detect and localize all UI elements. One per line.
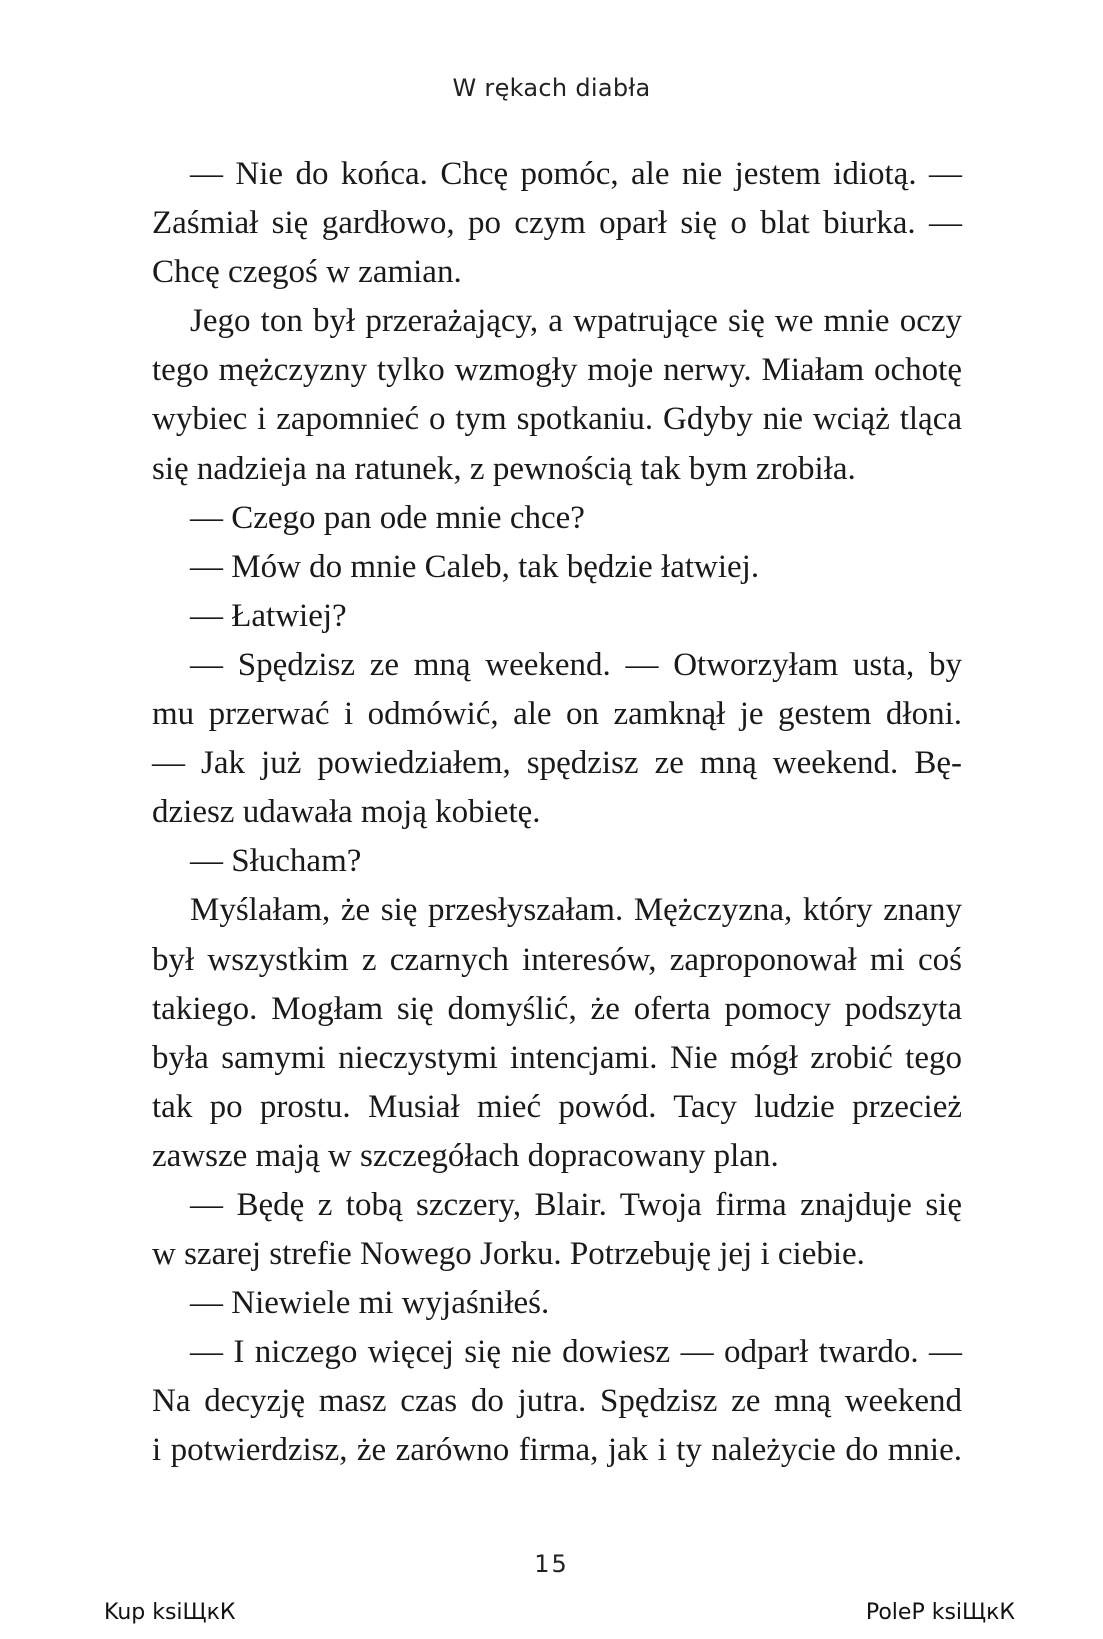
text-line: — Łatwiej? [190, 597, 347, 634]
text-line: Myślałam, że się przesłyszałam. Mężczyzna, który znany [190, 892, 962, 929]
text-line: mu przerwać i odmówić, ale on zamknął je gestem dłoni. [152, 696, 962, 733]
recommend-book-link[interactable]: PoleР ksiЩкК [865, 1600, 1015, 1625]
paragraph [152, 1328, 962, 1475]
text-line: w szarej strefie Nowego Jorku. Potrzebuję jej i ciebie. [152, 1236, 865, 1273]
text-line: Zaśmiał się gardłowo, po czym oparł się o blat biurka. — [152, 205, 962, 242]
paragraph [152, 1279, 962, 1328]
running-title: W rękach diabła [452, 74, 651, 102]
text-line: Chcę czegoś w zamian. [152, 254, 462, 291]
paragraph [152, 641, 962, 837]
paragraph [152, 297, 962, 493]
text-line: — Jak już powiedziałem, spędzisz ze mną weekend. Bę- [152, 745, 962, 782]
page-number: 15 [534, 1550, 569, 1578]
paragraph [152, 494, 962, 543]
paragraph [152, 592, 962, 641]
text-line: — Nie do końca. Chcę pomóc, ale nie jestem idiotą. — [190, 156, 962, 192]
text-line: — Spędzisz ze mną weekend. — Otworzyłam usta, by [190, 646, 962, 683]
paragraph [152, 1181, 962, 1279]
text-line: była samymi nieczystymi intencjami. Nie mógł zrobić tego [152, 1039, 962, 1076]
text-line: i potwierdzisz, że zarówno firma, jak i ty należycie do mnie. [152, 1432, 962, 1469]
text-line: Jego ton był przerażający, a wpatrujące się we mnie oczy [190, 303, 962, 340]
text-line: — Będę z tobą szczery, Blair. Twoja firma znajduje się [190, 1186, 962, 1223]
text-line: tak po prostu. Musiał mieć powód. Tacy ludzie przecież [152, 1088, 962, 1125]
text-line: — I niczego więcej się nie dowiesz — odparł twardo. — [190, 1334, 962, 1371]
body-text [152, 150, 962, 1476]
paragraph [152, 150, 962, 297]
text-line: był wszystkim z czarnych interesów, zaproponował mi coś [152, 941, 962, 978]
text-line: — Mów do mnie Caleb, tak będzie łatwiej. [190, 548, 760, 585]
paragraph [152, 886, 962, 1181]
text-line: takiego. Mogłam się domyślić, że oferta pomocy podszyta [152, 990, 962, 1027]
paragraph [152, 837, 962, 886]
text-line: zawsze mają w szczegółach dopracowany plan. [152, 1137, 779, 1174]
text-line: tego mężczyzny tylko wzmogły moje nerwy. Miałam ochotę [152, 352, 962, 389]
text-line: — Słucham? [190, 843, 362, 880]
text-line: się nadzieja na ratunek, z pewnością tak bym zrobiła. [152, 450, 856, 487]
text-line: dziesz udawała moją kobietę. [152, 794, 541, 831]
text-line: — Niewiele mi wyjaśniłeś. [190, 1285, 550, 1322]
text-line: wybiec i zapomnieć o tym spotkaniu. Gdyby nie wciąż tląca [152, 401, 962, 438]
buy-book-link[interactable]: Kup ksiЩкК [104, 1600, 236, 1625]
paragraph [152, 543, 962, 592]
text-line: — Czego pan ode mnie chce? [190, 499, 585, 536]
text-line: Na decyzję masz czas do jutra. Spędzisz ze mną weekend [152, 1383, 962, 1420]
